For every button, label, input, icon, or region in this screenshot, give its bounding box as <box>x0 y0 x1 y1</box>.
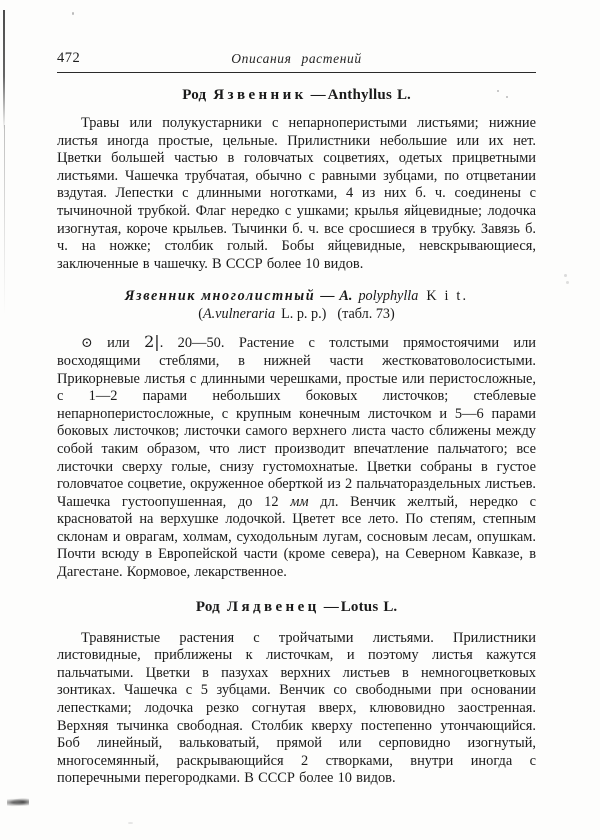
life-cycle-conjunction: или <box>107 335 130 352</box>
scan-speck <box>128 822 133 824</box>
synonym-epithet: vulneraria <box>215 305 276 322</box>
plate-reference: (табл. 73) <box>337 305 395 322</box>
species-genus-abbr: A. <box>339 288 353 305</box>
species-russian-name: Язвенник многолистный <box>124 288 316 305</box>
page-number: 472 <box>57 50 81 66</box>
running-head-word-2: растений <box>301 51 362 66</box>
scan-speck <box>564 274 567 277</box>
genus-authority: L. <box>397 87 411 103</box>
species-heading-line2 <box>57 306 536 324</box>
genus2-authority: L. <box>383 598 398 615</box>
species-description-polyphylla <box>57 333 536 581</box>
header-rule <box>57 72 536 73</box>
genus-heading-lotus <box>57 596 536 618</box>
genus-label: Род <box>182 87 207 103</box>
genus-dash: — <box>310 87 326 103</box>
measure-unit: мм <box>290 493 309 510</box>
running-head-title <box>57 51 536 67</box>
synonym-authority: L. p. p.) <box>281 305 327 322</box>
scan-gutter-artifact-lower <box>4 125 5 315</box>
genus-description-anthyllus: Травы или полукустарники с непарноперистыми листьями; нижние листья иногда простые, цельные. Прилистники небольшие или их нет. Цветки большей частью в головчатых соцветиях, одетых прицветными листьями. Чашечка трубчатая, обычно с равными зубцами, по отцветании вздутая. Лепестки с длинными ноготками, 4 из них б. ч. соединены с тычиночной трубкой. Флаг нередко с ушками; крылья яйцевидные; лодочка изогнутая, короче крыльев. Тычинки б. ч. все сросшиеся в трубку. Завязь б. ч. на ножке; столбик голый. Бобы яйцевидные, невскрывающиеся, заключенные в чашечку. В СССР более 10 видов. <box>57 115 536 272</box>
annual-symbol-icon: ⊙ <box>81 336 93 352</box>
genus-russian-name: Язвенник <box>213 87 307 103</box>
species-dash: — <box>320 288 335 305</box>
scan-smudge-artifact <box>7 798 29 807</box>
synonym-genus-abbr: A. <box>202 305 216 322</box>
perennial-symbol-icon: 2| <box>144 332 160 352</box>
genus2-dash: — <box>323 598 339 615</box>
species-epithet: polyphylla <box>358 288 419 305</box>
species-description-part2: дл. Венчик желтый, нередко с красноватой на верхушке лодочкой. Цветет все лето. По степям, степным склонам и оврагам, холмам, суходольным лугам, сосновым лесам, опушкам. Почти всюду в Европейской части (кроме севера), на Северном Кавказе, в Дагестане. Кормовое, лекарственное. <box>57 493 536 581</box>
species-heading-line1 <box>57 288 536 306</box>
text-column <box>57 84 536 788</box>
scan-speck <box>72 12 74 15</box>
genus-heading-anthyllus <box>57 84 536 106</box>
genus-description-lotus: Травянистые растения с тройчатыми листьями. Прилистники листовидные, приближены к листочкам, и поэтому листья кажутся пальчатыми. Цветки в пазухах верхних листьев в немногоцветковых зонтиках. Чашечка с 5 зубцами. Венчик со свободными при основании лепестками; лодочка резко согнутая вверх, клювовидно заостренная. Верхняя тычинка свободная. Столбик кверху постепенно утончающийся. Боб линейный, вальковатый, прямой или серповидно изогнутый, многосемянный, раскрывающийся 2 створками, внутри иногда с поперечными перегородками. В СССР более 10 видов. <box>57 629 536 787</box>
genus2-russian-name: Лядвенец <box>226 598 320 615</box>
running-head <box>57 50 536 70</box>
running-head-word-1: Описания <box>231 51 292 66</box>
height-range: . 20—50. <box>159 335 225 352</box>
scan-gutter-artifact <box>3 10 5 130</box>
species-authority: K i t. <box>426 288 469 305</box>
genus-latin-name: Anthyllus <box>327 87 392 103</box>
scan-speck <box>566 281 569 284</box>
genus2-label: Род <box>195 598 220 615</box>
synonym-paren-open: ( <box>198 305 203 322</box>
species-description-part1: Растение с толстыми прямостоячими или восходящими стеблями, в нижней части жестковатоволосистыми. Прикорневые листья с длинными черешками, простые или перистосложные, с 1—2 парами небольших боковых листочков; стеблевые непарноперистосложные, с крупным конечным листочком и 5—6 парами боковых листочков; листочки самого верхнего листа часто сближены между собой таким образом, что лист производит впечатление пальчатого; все листочки сверху голые, снизу густомохнатые. Цветки собраны в густое головчатое соцветие, окруженное оберткой из 2 пальчатораздельных листьев. Чашечка густоопушенная, до 12 <box>57 335 536 510</box>
genus2-latin-name: Lotus <box>340 598 379 615</box>
